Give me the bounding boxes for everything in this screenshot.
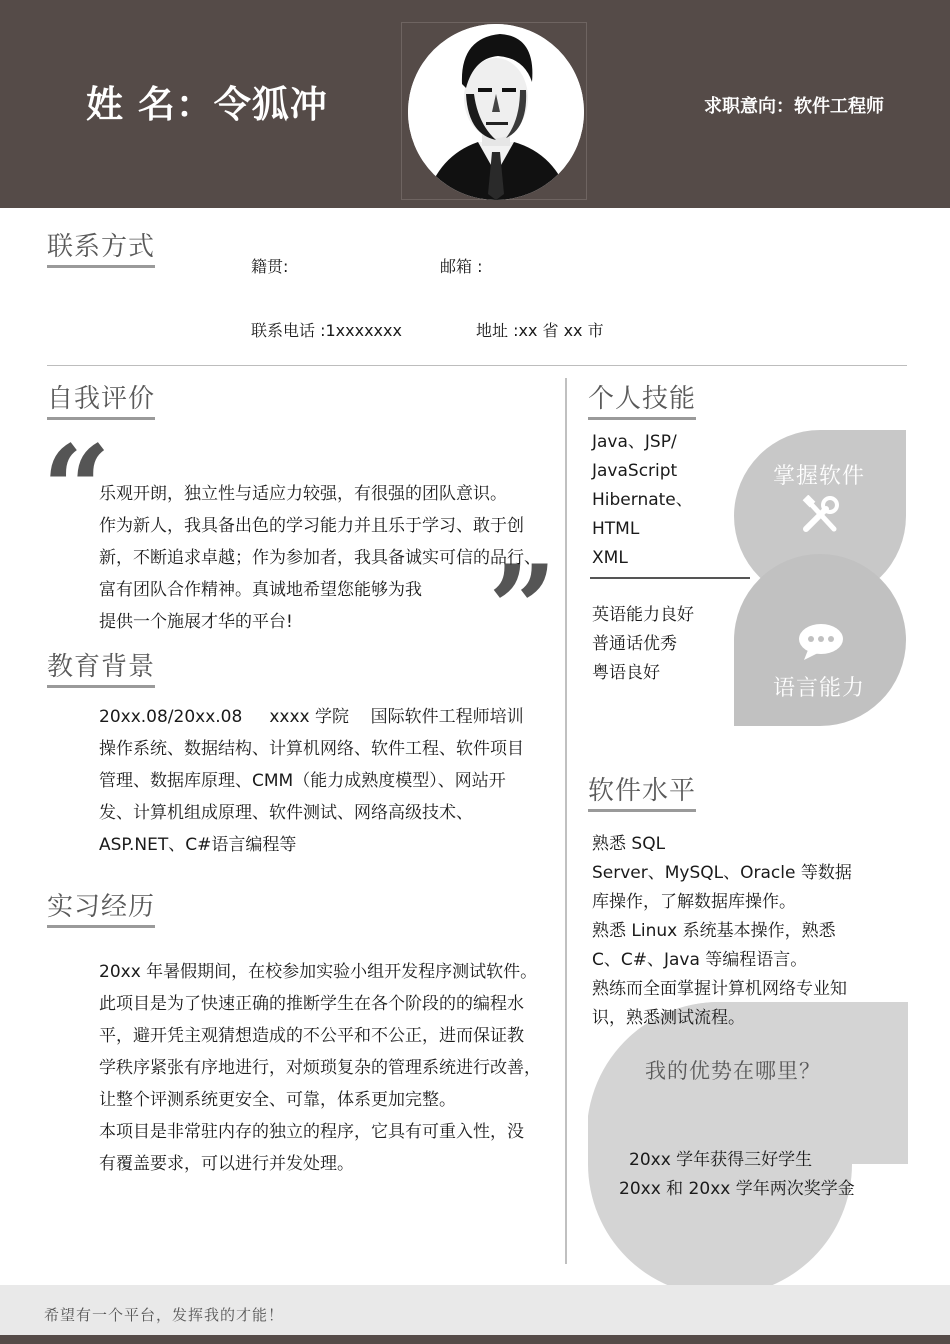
self-eval-line: 富有团队合作精神。真诚地希望您能够为我 — [99, 580, 422, 600]
software-skill-label: 掌握软件 — [773, 464, 866, 489]
language-skill-list — [592, 601, 694, 688]
footer-bar — [0, 1335, 950, 1344]
internship-line: 20xx 年暑假期间，在校参加实验小组开发程序测试软件。 — [99, 962, 538, 982]
advantage-title: 我的优势在哪里？ — [645, 1059, 821, 1083]
skill-item: JavaScript — [592, 461, 678, 481]
software-level-section-title: 软件水平 — [588, 770, 696, 812]
education-section-title: 教育背景 — [47, 646, 155, 688]
education-line: 管理、数据库原理、CMM（能力成熟度模型）、网站开 — [99, 771, 506, 791]
email-field: 邮箱 : — [440, 257, 483, 276]
software-level-line: 熟悉 Linux 系统基本操作，熟悉 — [592, 921, 836, 941]
skill-divider — [590, 577, 750, 579]
skill-item: Hibernate、 — [592, 490, 693, 510]
software-level-line: 识，熟悉测试流程。 — [592, 1008, 745, 1028]
open-quote-icon: “ — [42, 419, 112, 560]
software-level-line: C、C#、Java 等编程语言。 — [592, 950, 808, 970]
self-eval-text — [99, 478, 541, 638]
job-intent: 求职意向：软件工程师 — [704, 96, 884, 117]
software-level-line: 库操作，了解数据库操作。 — [592, 892, 796, 912]
horizontal-divider — [47, 365, 907, 366]
internship-text — [99, 956, 541, 1180]
native-place-field: 籍贯: — [251, 257, 289, 276]
self-eval-line: 作为新人，我具备出色的学习能力并且乐于学习、敢于创 — [99, 516, 524, 536]
internship-line: 此项目是为了快速正确的推断学生在各个阶段的的编程水 — [99, 994, 524, 1014]
address-field: 地址 :xx 省 xx 市 — [476, 321, 604, 340]
advantage-line: 20xx 学年获得三好学生 — [629, 1150, 813, 1170]
software-level-line: Server、MySQL、Oracle 等数据 — [592, 863, 852, 883]
advantage-line: 20xx 和 20xx 学年两次奖学金 — [619, 1179, 855, 1199]
software-level-line: 熟悉 SQL — [592, 834, 666, 854]
skills-section-title: 个人技能 — [588, 378, 696, 420]
contact-section-title: 联系方式 — [47, 226, 155, 268]
internship-section-title: 实习经历 — [47, 886, 155, 928]
education-line: 发、计算机组成原理、软件测试、网络高级技术、 — [99, 803, 473, 823]
self-eval-line: 新，不断追求卓越；作为参加者，我具备诚实可信的品行、 — [99, 548, 541, 568]
self-eval-line: 提供一个施展才华的平台! — [99, 612, 293, 632]
software-skill-list — [592, 428, 693, 573]
language-item: 粤语良好 — [592, 663, 660, 683]
education-line: ASP.NET、C#语言编程等 — [99, 835, 297, 855]
internship-line: 学秩序紧张有序地进行，对烦琐复杂的管理系统进行改善， — [99, 1058, 541, 1078]
portrait-image — [408, 24, 584, 200]
internship-line: 让整个评测系统更安全、可靠，体系更加完整。 — [99, 1090, 456, 1110]
skill-item: XML — [592, 548, 628, 568]
internship-line: 平，避开凭主观猜想造成的不公平和不公正，进而保证教 — [99, 1026, 524, 1046]
education-text — [99, 701, 524, 861]
language-skill-label: 语言能力 — [773, 676, 866, 701]
education-line: 操作系统、数据结构、计算机网络、软件工程、软件项目 — [99, 739, 524, 759]
footer-slogan: 希望有一个平台，发挥我的才能！ — [44, 1306, 285, 1324]
vertical-divider — [565, 378, 567, 1264]
close-quote-icon: ” — [488, 539, 558, 680]
candidate-name: 姓 名：令狐冲 — [86, 83, 328, 126]
education-line: 20xx.08/20xx.08 xxxx 学院 国际软件工程师培训 — [99, 707, 524, 727]
self-eval-line: 乐观开朗，独立性与适应力较强，有很强的团队意识。 — [99, 484, 507, 504]
avatar — [408, 24, 584, 200]
software-level-line: 熟练而全面掌握计算机网络专业知 — [592, 979, 847, 999]
language-item: 普通话优秀 — [592, 634, 677, 654]
skill-item: Java、JSP/ — [592, 432, 677, 452]
chat-bubble-icon — [798, 622, 844, 662]
skill-item: HTML — [592, 519, 640, 539]
internship-line: 有覆盖要求，可以进行并发处理。 — [99, 1154, 354, 1174]
internship-line: 本项目是非常驻内存的独立的程序，它具有可重入性，没 — [99, 1122, 524, 1142]
software-level-text — [592, 830, 852, 1033]
tools-icon — [800, 495, 842, 537]
phone-field: 联系电话 :1xxxxxxx — [251, 321, 402, 340]
self-eval-section-title: 自我评价 — [47, 378, 155, 420]
language-item: 英语能力良好 — [592, 605, 694, 625]
